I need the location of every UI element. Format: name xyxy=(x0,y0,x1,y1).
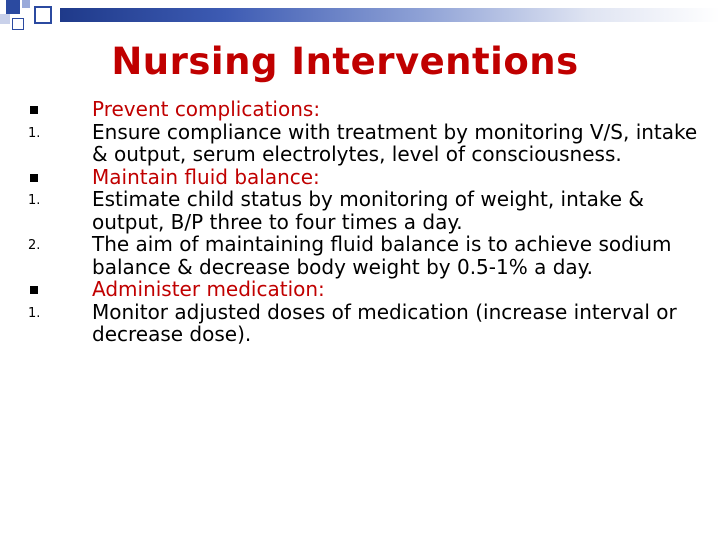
list-item-text: Maintain fluid balance: xyxy=(92,164,320,189)
list-number: 1. xyxy=(28,125,41,141)
top-decorative-band xyxy=(0,0,720,30)
list-item xyxy=(28,233,708,278)
slide-title: Nursing Interventions xyxy=(111,40,579,83)
list-item-text: Monitor adjusted doses of medication (increase interval or decrease dose). xyxy=(92,299,677,346)
decor-square xyxy=(34,6,52,24)
list-item xyxy=(28,301,708,346)
list-item-text: Prevent complications: xyxy=(92,97,321,121)
list-number: 2. xyxy=(28,238,41,253)
list-item-text: Ensure compliance with treatment by monitoring V/S, intake & output, serum electrolytes, level of consciousness. xyxy=(92,119,698,166)
list-number: 1. xyxy=(28,193,41,208)
decor-square xyxy=(22,0,30,8)
decor-square xyxy=(12,18,24,30)
list-number: 1. xyxy=(28,305,41,321)
decor-square xyxy=(6,0,20,14)
list-item-text: Administer medication: xyxy=(92,277,325,301)
list-item-text: The aim of maintaining fluid balance is to achieve sodium balance & decrease body weight by 0.5-1% a day. xyxy=(92,232,672,279)
gradient-bar xyxy=(60,8,720,22)
decor-square xyxy=(0,14,10,24)
list-item xyxy=(28,188,708,233)
list-item xyxy=(28,121,708,166)
list-item-text: Estimate child status by monitoring of weight, intake & output, B/P three to four times a day. xyxy=(92,187,645,234)
list-item xyxy=(28,278,708,301)
list-item xyxy=(28,98,708,121)
list-item xyxy=(28,166,708,189)
content-list xyxy=(28,98,708,346)
